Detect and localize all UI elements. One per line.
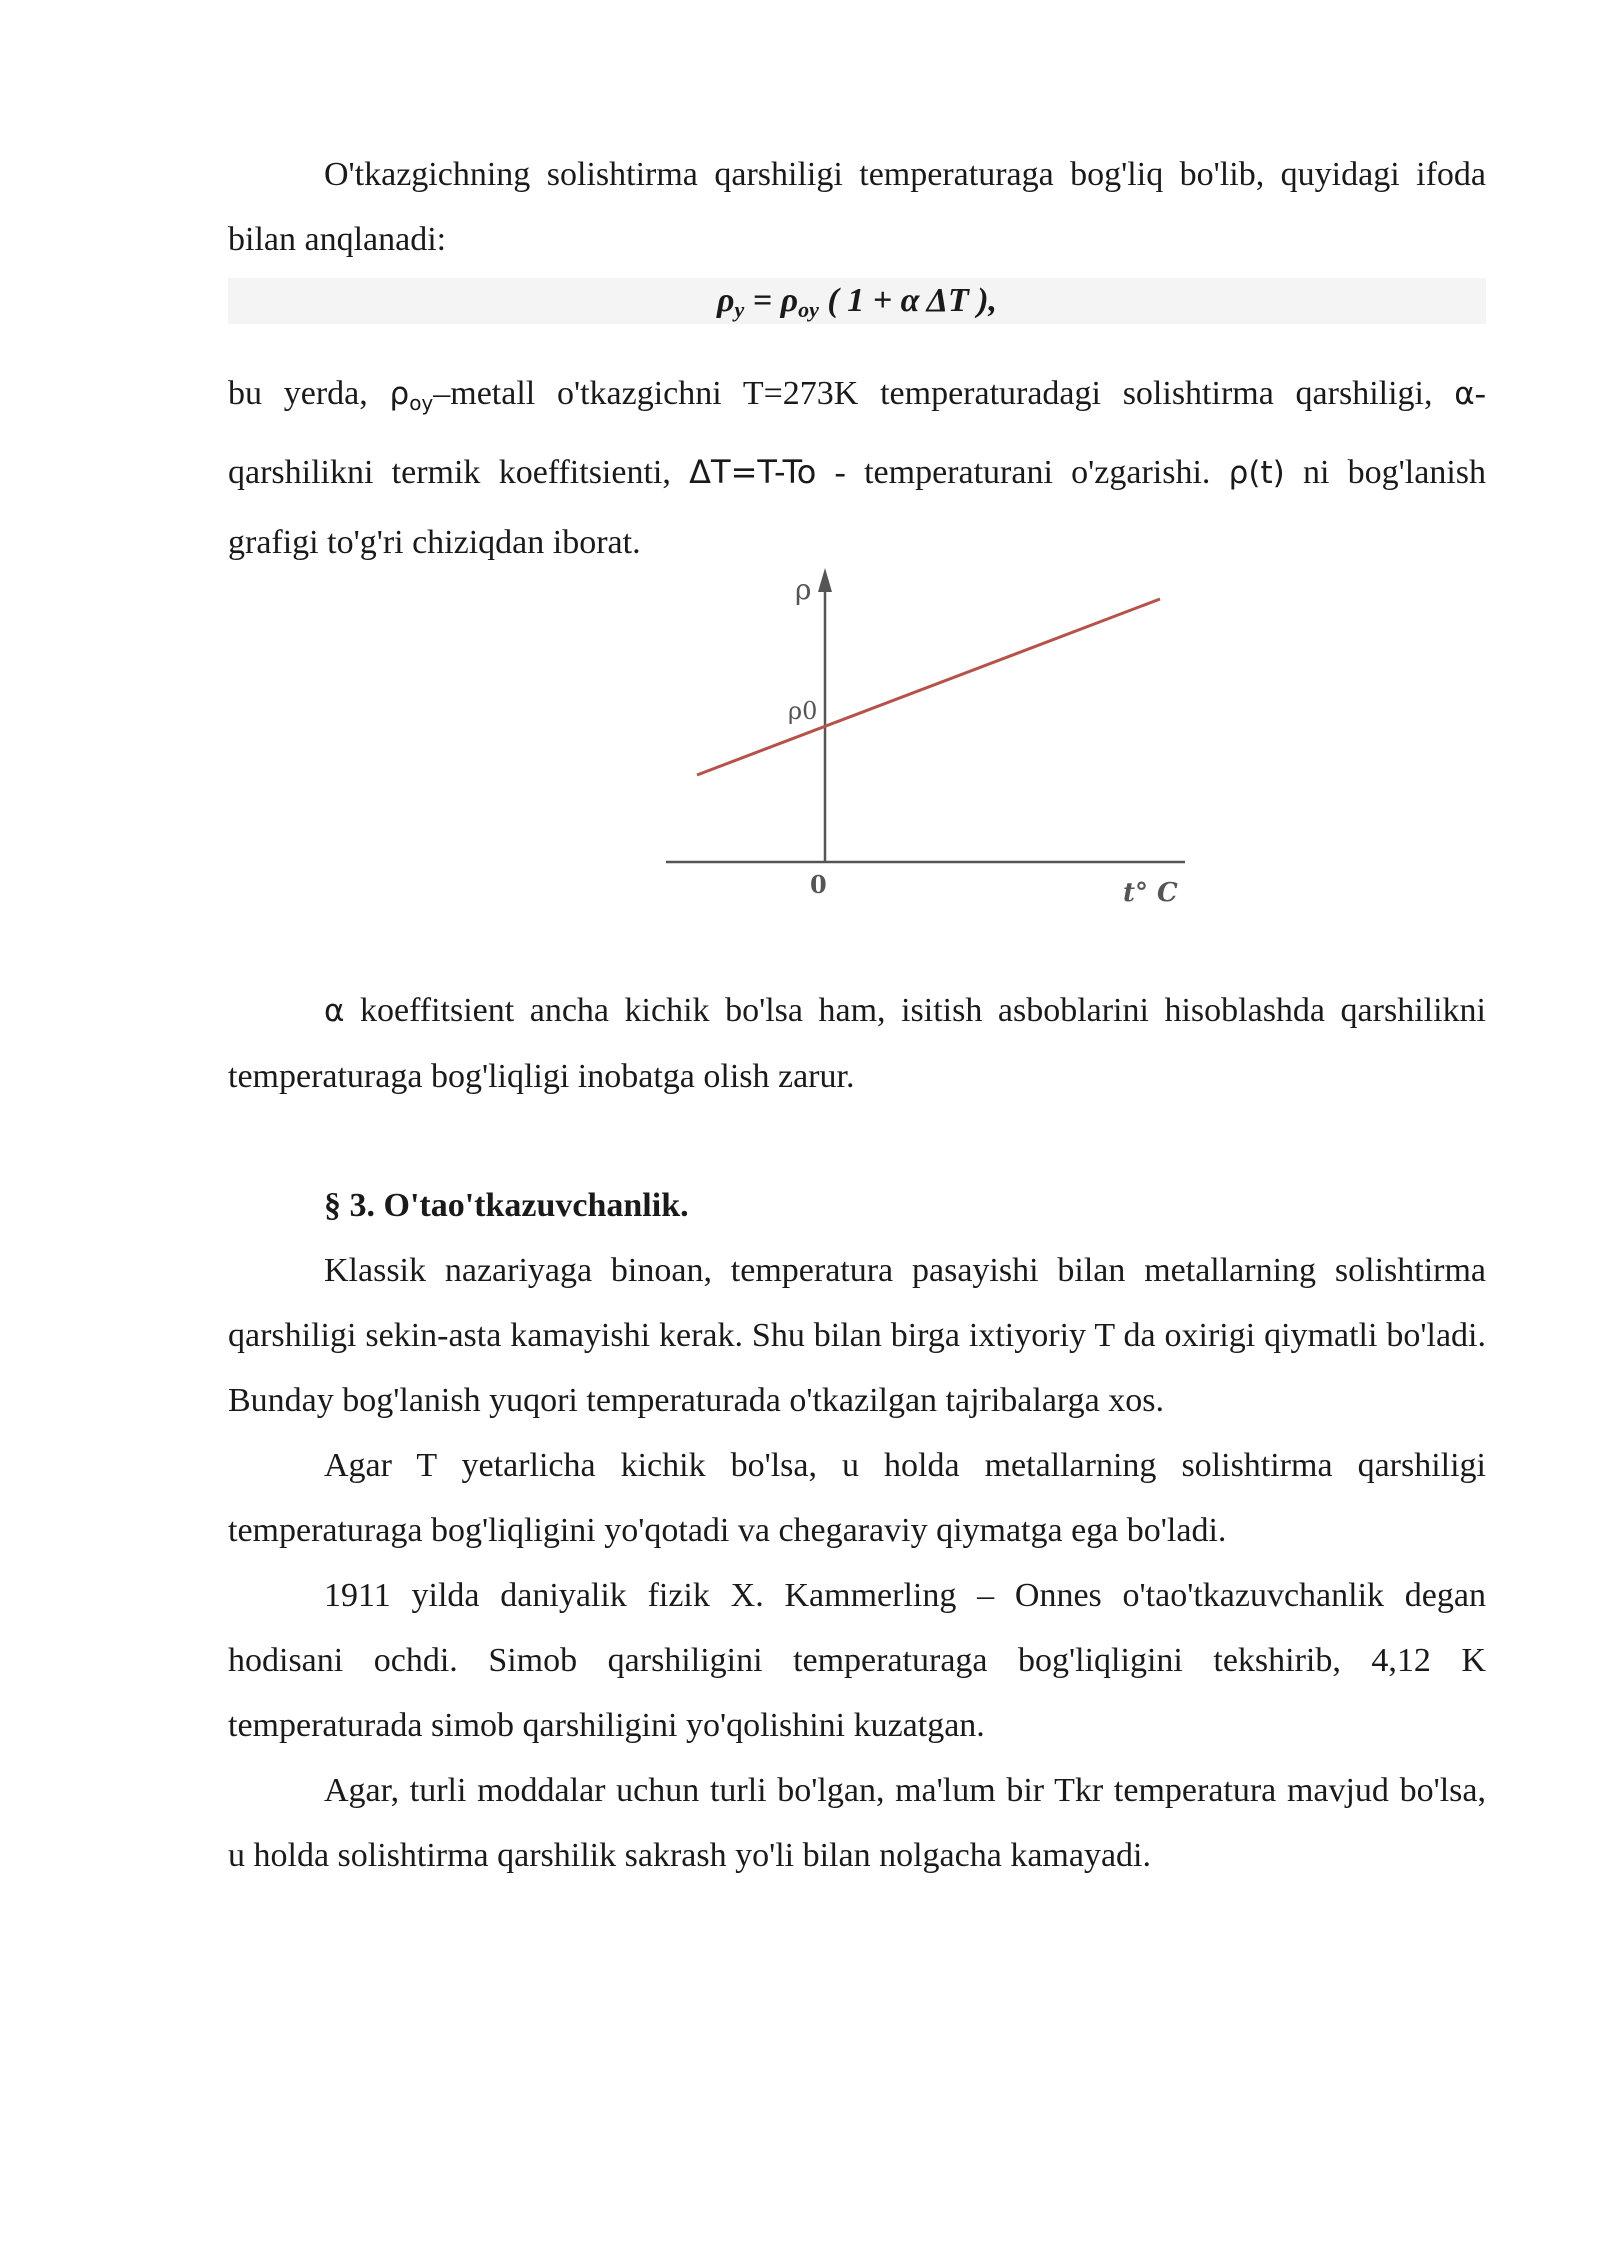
paragraph-definition: bu yerda, $\rho_{oy}$–metall o'tkazgichni T=273K temperaturadagi solishtirma qarshiligi, α-qarshilikni termik koeffitsienti, ΔT=T-To - temperaturani o'zgarishi. ρ(t) ni bog'lanish grafigi to'g'ri chiziqdan iborat.	[228, 375, 1486, 561]
paragraph-discovery: 1911 yilda daniyalik fizik X. Kammerling – Onnes o'tao'tkazuvchanlik degan hodisani ochdi. Simob qarshiligini temperaturaga bog'liqligini tekshirib, 4,12 K temperaturada simob qarshiligini yo'qolishini kuzatgan.	[228, 1577, 1486, 1744]
formula-rest: ( 1 + α ΔT ),	[818, 282, 998, 319]
superconductivity-section	[228, 1173, 1486, 1888]
resistivity-temperature-graph	[660, 565, 1220, 915]
section-heading: § 3. O'tao'tkazuvchanlik.	[324, 1187, 689, 1224]
paragraph-low-temperature: Agar T yetarlicha kichik bo'lsa, u holda metallarning solishtirma qarshiligi temperaturaga bog'liqligini yo'qotadi va chegaraviy qiymatga ega bo'ladi.	[228, 1447, 1486, 1549]
x-axis-label: t° C	[1123, 878, 1178, 908]
y-axis-label: ρ	[795, 573, 812, 606]
paragraph-intro: O'tkazgichning solishtirma qarshiligi temperaturaga bog'liq bo'lib, quyidagi ifoda bilan anqlanadi:	[228, 156, 1486, 258]
formula-rho-oy: $\rho_{oy}$	[780, 282, 819, 322]
origin-label: 0	[810, 870, 827, 899]
paragraph-coefficient: α koeffitsient ancha kichik bo'lsa ham, isitish asboblarini hisoblashda qarshilikni temperaturaga bog'liqligi inobatga olish zarur.	[228, 992, 1486, 1095]
rho0-label: ρ0	[788, 697, 818, 725]
y-axis-arrow-icon	[818, 568, 832, 592]
intro-section	[228, 142, 1486, 272]
formula	[228, 278, 1486, 324]
resistivity-line	[697, 599, 1160, 775]
definition-section	[228, 359, 1486, 577]
coefficient-section	[228, 978, 1486, 1109]
paragraph-critical-temperature: Agar, turli moddalar uchun turli bo'lgan, ma'lum bir Tkr temperatura mavjud bo'lsa, u holda solishtirma qarshilik sakrash yo'li bilan nolgacha kamayadi.	[228, 1772, 1486, 1874]
formula-rho-y: $\rho_y$	[716, 282, 745, 322]
formula-equals: =	[744, 282, 781, 319]
paragraph-classical-theory: Klassik nazariyaga binoan, temperatura pasayishi bilan metallarning solishtirma qarshiligi sekin-asta kamayishi kerak. Shu bilan birga ixtiyoriy T da oxirigi qiymatli bo'ladi. Bunday bog'lanish yuqori temperaturada o'tkazilgan tajribalarga xos.	[228, 1252, 1486, 1419]
